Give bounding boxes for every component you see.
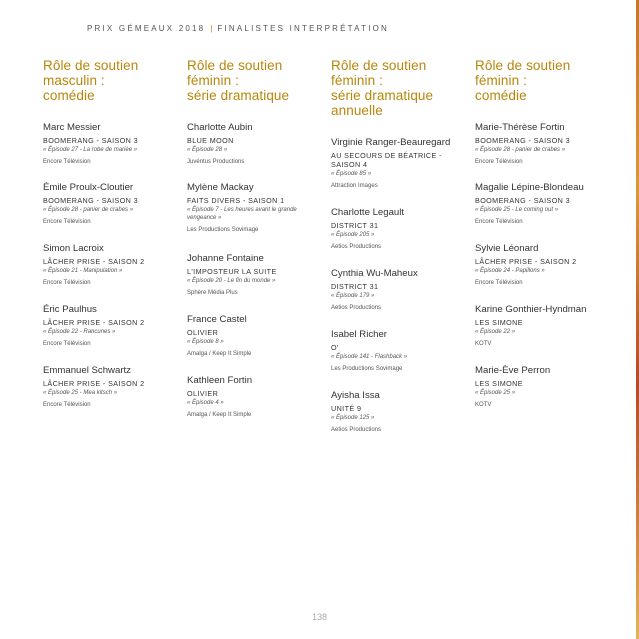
producer: Encore Télévision xyxy=(43,280,91,286)
nominee-entry xyxy=(187,182,327,234)
header-right: FINALISTES INTERPRÉTATION xyxy=(217,24,390,33)
header-left: PRIX GÉMEAUX 2018 xyxy=(87,24,206,33)
episode-title: « Épisode 25 - Le coming out » xyxy=(475,207,559,213)
producer: Encore Télévision xyxy=(475,159,523,165)
episode-title: « Épisode 8 » xyxy=(187,339,224,345)
show-title: LES SIMONE xyxy=(475,379,523,388)
show-title: BOOMERANG - SAISON 3 xyxy=(475,136,571,145)
episode-title: « Épisode 141 - Flashback » xyxy=(331,354,408,360)
nominee-entry xyxy=(331,329,471,373)
nominee-entry xyxy=(187,375,327,419)
episode-title: « Épisode 20 - Le fin du monde » xyxy=(187,278,276,284)
header-separator: | xyxy=(210,24,213,33)
nominee-entry xyxy=(475,365,615,409)
episode-title: « Épisode 125 » xyxy=(331,415,375,421)
nominee-entry xyxy=(187,122,327,166)
nominee-name: France Castel xyxy=(187,314,247,325)
producer: Aetios Productions xyxy=(331,427,382,433)
nominee-entry xyxy=(43,365,183,409)
episode-title: « Épisode 28 - panier de crabes » xyxy=(475,147,566,153)
nominee-name: Charlotte Aubin xyxy=(187,122,253,133)
episode-title: « Épisode 24 - Papillons » xyxy=(475,268,545,274)
show-title: BOOMERANG - SAISON 3 xyxy=(43,136,139,145)
show-title: LÂCHER PRISE - SAISON 2 xyxy=(43,379,145,388)
episode-title: « Épisode 25 » xyxy=(475,390,516,396)
producer: Sphère Média Plus xyxy=(187,290,238,296)
producer: Encore Télévision xyxy=(43,219,91,225)
producer: KOTV xyxy=(475,341,492,347)
nominee-name: Émile Proulx-Cloutier xyxy=(43,182,134,193)
category-column xyxy=(43,58,179,408)
nominee-name: Karine Gonthier-Hyndman xyxy=(475,304,587,315)
show-title: O' xyxy=(331,343,339,352)
producer: Encore Télévision xyxy=(43,159,91,165)
category-title: Rôle de soutien féminin : comédie xyxy=(475,58,571,103)
category-title: Rôle de soutien féminin : série dramatique annuelle xyxy=(331,58,434,118)
nominee-entry xyxy=(187,314,327,358)
nominee-name: Simon Lacroix xyxy=(43,243,104,254)
category-column xyxy=(187,58,323,418)
show-title: OLIVIER xyxy=(187,389,219,398)
show-title: LÂCHER PRISE - SAISON 2 xyxy=(43,257,145,266)
show-title: BLUE MOON xyxy=(187,136,234,145)
nominee-name: Cynthia Wu-Maheux xyxy=(331,268,418,279)
show-title: BOOMERANG - SAISON 3 xyxy=(43,196,139,205)
show-title: FAITS DIVERS - SAISON 1 xyxy=(187,196,285,205)
nominee-entry xyxy=(475,243,615,287)
nominee-entry xyxy=(331,390,471,434)
nominee-name: Charlotte Legault xyxy=(331,207,405,218)
show-title: LÂCHER PRISE - SAISON 2 xyxy=(43,318,145,327)
nominee-name: Kathleen Fortin xyxy=(187,375,253,386)
category-column xyxy=(331,58,467,433)
episode-title: « Épisode 22 » xyxy=(475,329,516,335)
nominee-entry xyxy=(43,122,183,166)
producer: Amalga / Keep It Simple xyxy=(187,351,252,357)
producer: Encore Télévision xyxy=(43,402,91,408)
nominee-name: Virginie Ranger-Beauregard xyxy=(331,137,451,148)
nominee-entry xyxy=(331,137,471,190)
producer: Attraction Images xyxy=(331,183,378,189)
producer: Amalga / Keep It Simple xyxy=(187,412,252,418)
nominee-name: Emmanuel Schwartz xyxy=(43,365,131,376)
show-title: LES SIMONE xyxy=(475,318,523,327)
nominee-name: Marie-Thérèse Fortin xyxy=(475,122,565,133)
nominee-entry xyxy=(43,243,183,287)
episode-title: « Épisode 27 - La robe de mariée » xyxy=(43,147,138,153)
nominee-entry xyxy=(475,182,615,226)
episode-title: « Épisode 22 - Rancunes » xyxy=(43,329,116,335)
nominee-entry xyxy=(331,207,471,251)
show-title: DISTRICT 31 xyxy=(331,282,379,291)
show-title: OLIVIER xyxy=(187,328,219,337)
episode-title: « Épisode 7 - Les heures avant le grande vengeance » xyxy=(187,207,297,221)
episode-title: « Épisode 4 » xyxy=(187,400,224,406)
episode-title: « Épisode 28 » xyxy=(187,147,228,153)
nominee-entry xyxy=(475,304,615,348)
episode-title: « Épisode 85 » xyxy=(331,171,372,177)
page-header xyxy=(87,24,389,33)
page-number: 138 xyxy=(311,612,328,622)
category-column xyxy=(475,58,611,408)
nominee-name: Magalie Lépine-Blondeau xyxy=(475,182,584,193)
nominee-name: Johanne Fontaine xyxy=(187,253,264,264)
episode-title: « Épisode 25 - Mea kitsch » xyxy=(43,390,118,396)
nominee-entry xyxy=(43,304,183,348)
producer: KOTV xyxy=(475,402,492,408)
nominee-name: Isabel Richer xyxy=(331,329,387,340)
nominee-name: Mylène Mackay xyxy=(187,182,254,193)
show-title: DISTRICT 31 xyxy=(331,221,379,230)
nominee-name: Éric Paulhus xyxy=(43,304,97,315)
nominee-entry xyxy=(331,268,471,312)
nominee-name: Ayisha Issa xyxy=(331,390,380,401)
producer: Aetios Productions xyxy=(331,305,382,311)
nominee-entry xyxy=(187,253,327,297)
episode-title: « Épisode 21 - Manipulation » xyxy=(43,268,123,274)
nominee-entry xyxy=(43,182,183,226)
show-title: BOOMERANG - SAISON 3 xyxy=(475,196,571,205)
producer: Les Productions Sovimage xyxy=(187,227,259,233)
category-title: Rôle de soutien masculin : comédie xyxy=(43,58,139,103)
category-title: Rôle de soutien féminin : série dramatique xyxy=(187,58,290,103)
episode-title: « Épisode 28 - panier de crabes » xyxy=(43,207,134,213)
show-title: L'IMPOSTEUR LA SUITE xyxy=(187,267,277,276)
producer: Juvéntus Productions xyxy=(187,159,245,165)
producer: Les Productions Sovimage xyxy=(331,366,403,372)
show-title: AU SECOURS DE BÉATRICE - SAISON 4 xyxy=(331,151,442,169)
producer: Encore Télévision xyxy=(475,280,523,286)
producer: Encore Télévision xyxy=(43,341,91,347)
nominee-entry xyxy=(475,122,615,166)
nominee-name: Sylvie Léonard xyxy=(475,243,539,254)
nominee-name: Marie-Ève Perron xyxy=(475,365,551,376)
show-title: UNITÉ 9 xyxy=(331,404,362,413)
producer: Encore Télévision xyxy=(475,219,523,225)
nominee-name: Marc Messier xyxy=(43,122,101,133)
producer: Aetios Productions xyxy=(331,244,382,250)
episode-title: « Épisode 179 » xyxy=(331,293,375,299)
episode-title: « Épisode 205 » xyxy=(331,232,375,238)
show-title: LÂCHER PRISE - SAISON 2 xyxy=(475,257,577,266)
